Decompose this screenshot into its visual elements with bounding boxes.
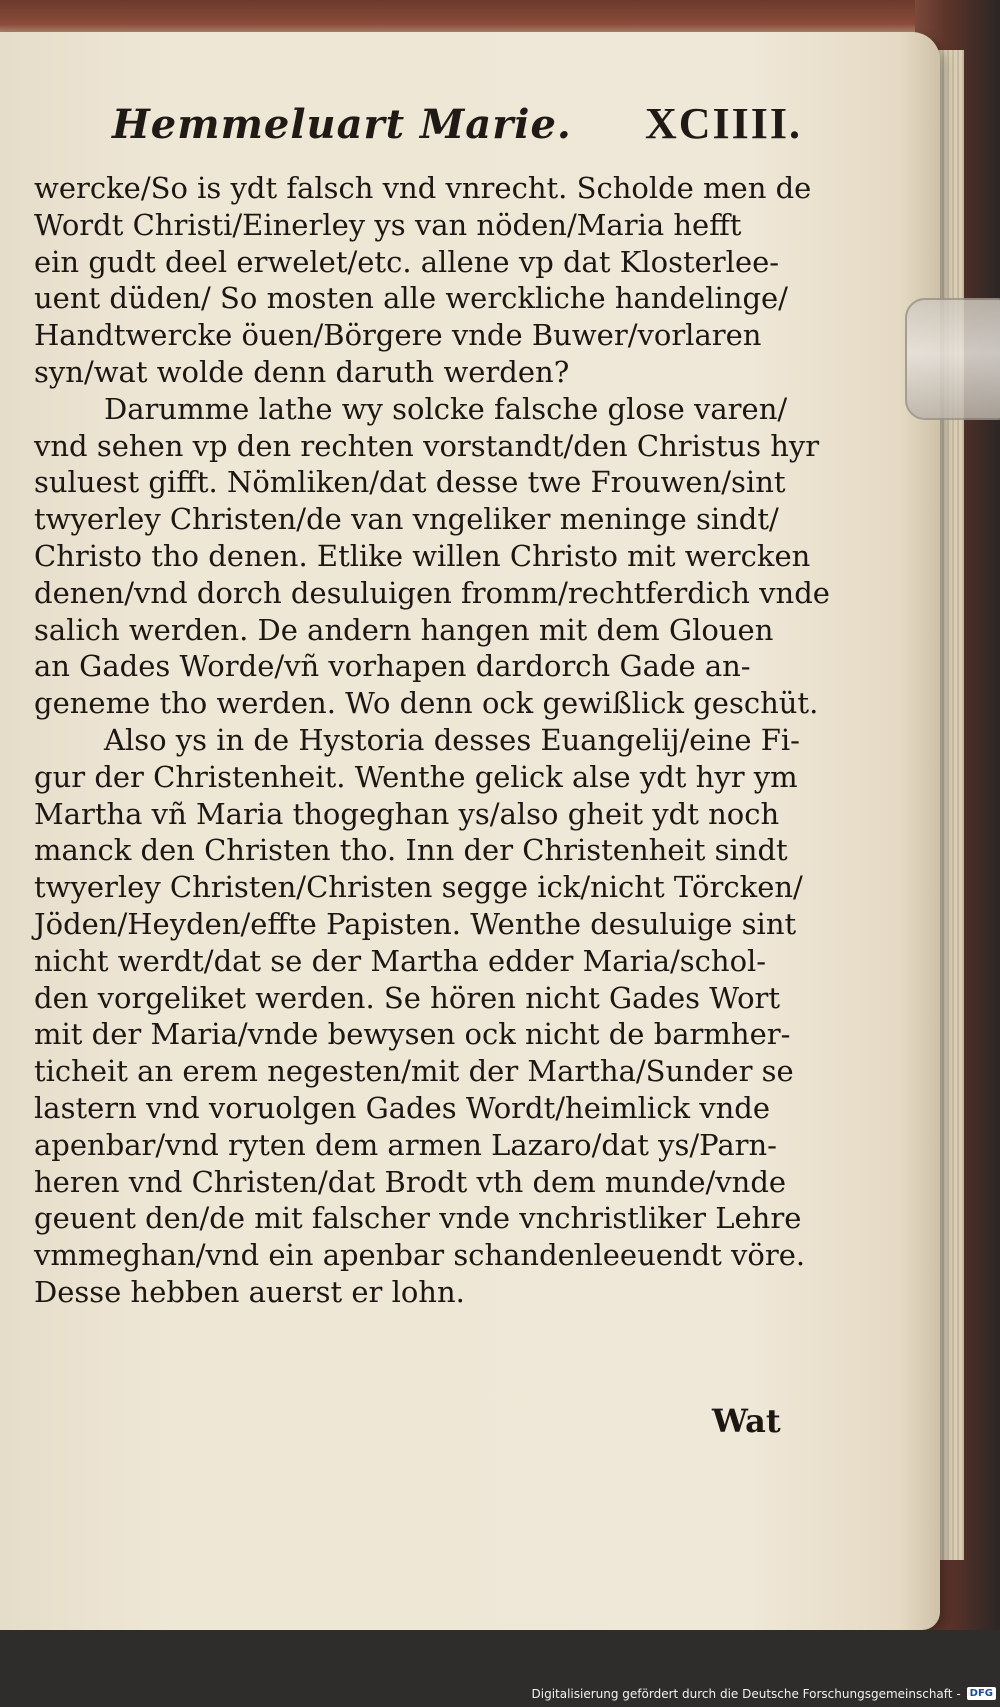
text-line: gur der Christenheit. Wenthe gelick alse ydt hyr ym <box>34 759 798 794</box>
text-line: ein gudt deel erwelet/etc. allene vp dat Klosterlee- <box>34 244 780 279</box>
text-line: Christo tho denen. Etlike willen Christo mit wercken <box>34 538 811 573</box>
text-line: Desse hebben auerst er lohn. <box>34 1274 465 1309</box>
text-line: apenbar/vnd ryten dem armen Lazaro/dat ys/Parn- <box>34 1127 777 1162</box>
text-line: ticheit an erem negesten/mit der Martha/Sunder se <box>34 1054 794 1089</box>
text-line: vnd sehen vp den rechten vorstandt/den Christus hyr <box>34 428 820 463</box>
funding-credit: Digitalisierung gefördert durch die Deutsche Forschungsgemeinschaft - <box>531 1686 961 1701</box>
text-line: denen/vnd dorch desuluigen fromm/rechtferdich vnde <box>34 575 830 610</box>
text-line: Darumme lathe wy solcke falsche glose varen/ <box>104 391 788 426</box>
text-line: lastern vnd voruolgen Gades Wordt/heimlick vnde <box>34 1090 771 1125</box>
text-line: suluest gifft. Nömliken/dat desse twe Frouwen/sint <box>34 465 786 500</box>
text-line: syn/wat wolde denn daruth werden? <box>34 354 570 389</box>
clip-tab <box>905 298 1000 420</box>
text-line: uent düden/ So mosten alle werckliche handelinge/ <box>34 281 788 316</box>
text-line: Handtwercke öuen/Börgere vnde Buwer/vorlaren <box>34 318 762 353</box>
text-line: vmmeghan/vnd ein apenbar schandenleeuendt vöre. <box>34 1238 806 1273</box>
running-title: Hemmeluart Marie. <box>112 101 572 148</box>
text-line: salich werden. De andern hangen mit dem Glouen <box>34 612 774 647</box>
text-line: Also ys in de Hystoria desses Euangelij/eine Fi- <box>104 722 800 757</box>
text-line: heren vnd Christen/dat Brodt vth dem munde/vnde <box>34 1164 787 1199</box>
page-number: XCIIII. <box>644 99 802 148</box>
text-line: twyerley Christen/Christen segge ick/nicht Törcken/ <box>34 870 803 905</box>
page-body-text <box>34 170 830 1311</box>
text-line: Jöden/Heyden/effte Papisten. Wenthe desuluige sint <box>34 906 797 941</box>
dfg-logo: DFG <box>967 1687 996 1700</box>
text-line: den vorgeliket werden. Se hören nicht Gades Wort <box>34 980 781 1015</box>
text-line: geuent den/de mit falscher vnde vnchristliker Lehre <box>34 1201 802 1236</box>
text-line: Wordt Christi/Einerley ys van nöden/Maria hefft <box>34 207 742 242</box>
text-line: nicht werdt/dat se der Martha edder Maria/schol- <box>34 943 767 978</box>
catchword: Wat <box>712 1402 781 1440</box>
page-header <box>112 98 802 158</box>
text-line: manck den Christen tho. Inn der Christenheit sindt <box>34 833 788 868</box>
digitization-footer <box>0 1680 1000 1707</box>
text-line: Martha vñ Maria thogeghan ys/also gheit ydt noch <box>34 796 780 831</box>
text-line: wercke/So is ydt falsch vnd vnrecht. Scholde men de <box>34 171 812 205</box>
text-line: an Gades Worde/vñ vorhapen dardorch Gade an- <box>34 649 751 684</box>
text-line: geneme tho werden. Wo denn ock gewißlick geschüt. <box>34 686 819 721</box>
text-line: twyerley Christen/de van vngeliker meninge sindt/ <box>34 502 779 537</box>
text-line: mit der Maria/vnde bewysen ock nicht de barmher- <box>34 1017 791 1052</box>
